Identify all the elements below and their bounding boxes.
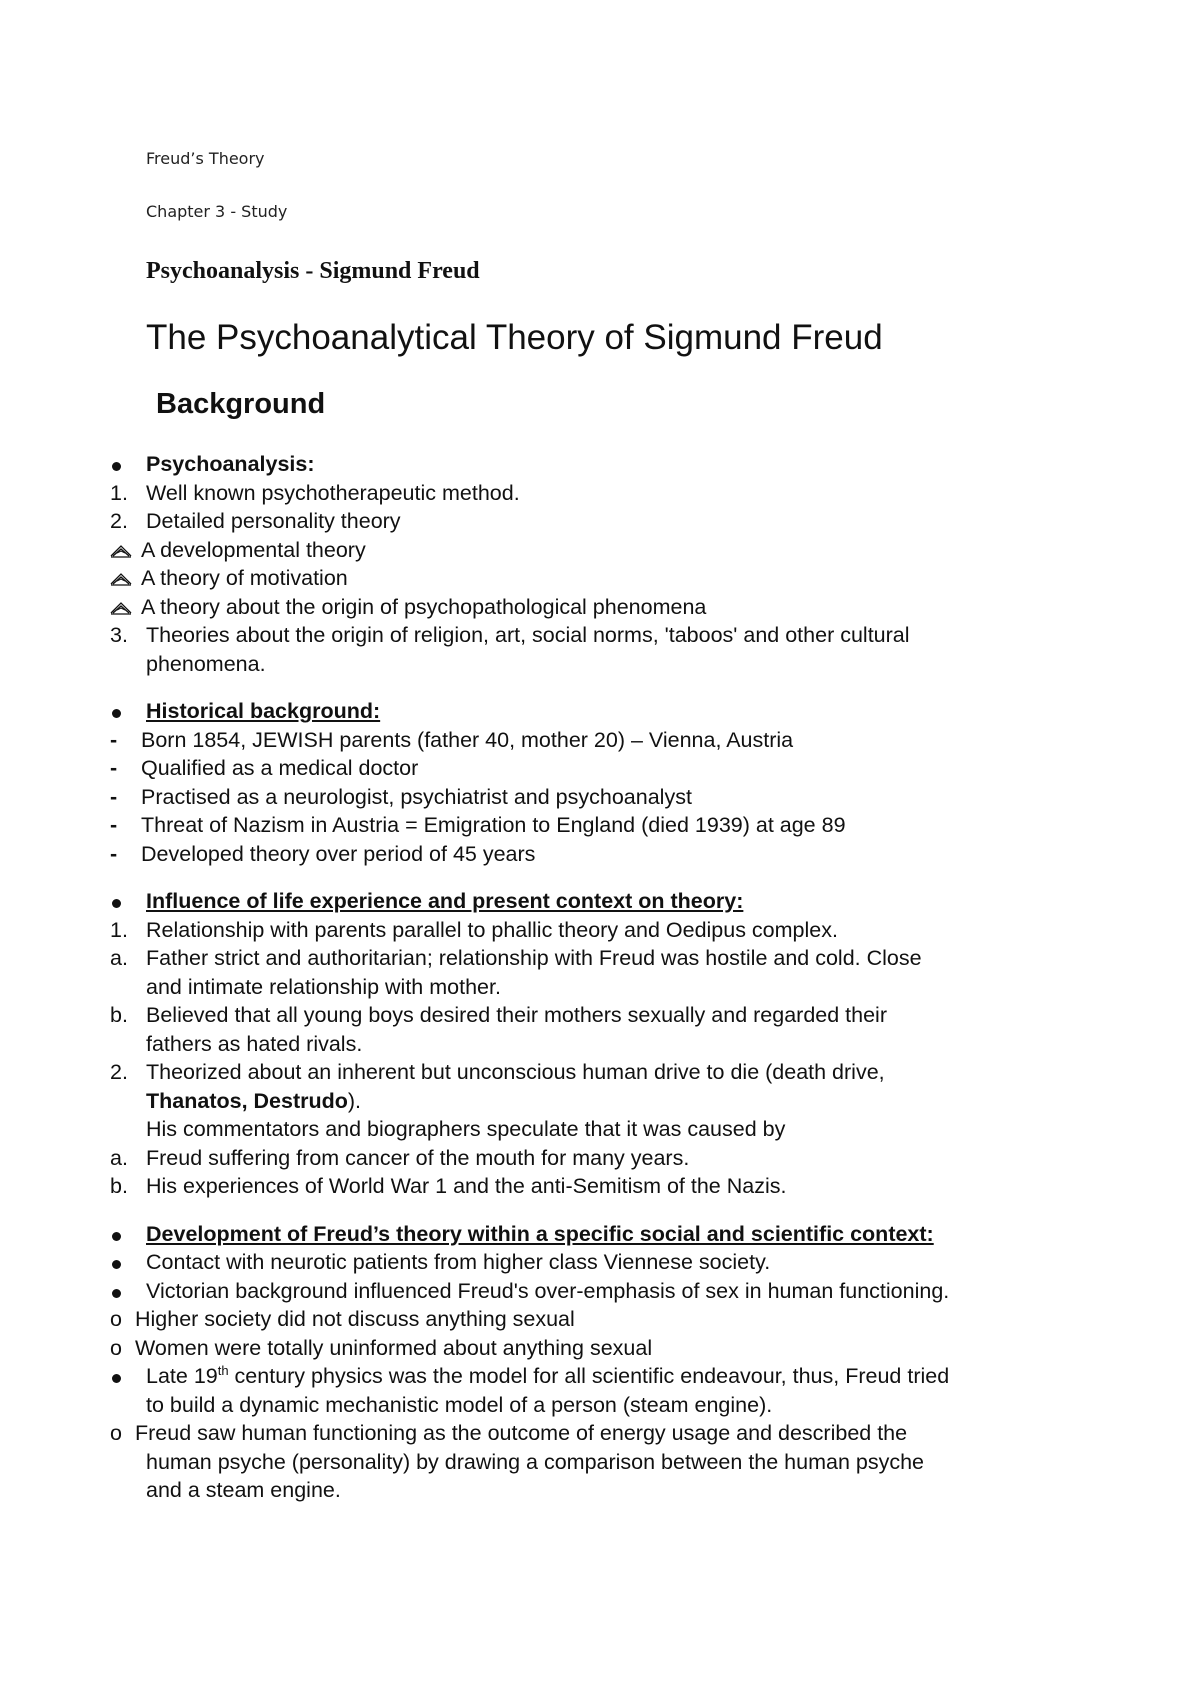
page-title: The Psychoanalytical Theory of Sigmund Freud [146,318,883,357]
book-icon [110,600,132,616]
circle-marker: o [110,1421,122,1445]
bullet-marker [110,1248,121,1277]
dash-marker: - [110,841,118,866]
serif-heading: Psychoanalysis - Sigmund Freud [146,258,480,284]
letter-marker: b. [110,1174,128,1198]
list-item-continuation [0,650,1200,679]
list-item [0,536,1200,565]
bullet-marker [110,1277,121,1306]
letter-marker: a. [110,1145,128,1170]
list-item [0,1305,1200,1334]
influence-heading: Influence of life experience and present context on theory: [146,889,744,913]
list-item-text: and a steam engine. [146,1478,341,1502]
list-item-text: His commentators and biographers speculate that it was caused by [146,1117,786,1141]
number-marker: 2. [110,509,128,533]
doc-header-title: Freud’s Theory [146,149,265,168]
list-item [0,811,1200,840]
number-marker: 3. [110,623,128,647]
list-item-text: Threat of Nazism in Austria = Emigration to England (died 1939) at age 89 [141,813,846,837]
list-item-continuation [0,1391,1200,1420]
list-item-text: Freud suffering from cancer of the mouth for many years. [146,1145,690,1170]
list-item-text: A developmental theory [141,537,366,562]
list-item [0,697,1200,726]
list-item-text: A theory of motivation [141,566,348,590]
list-item-text: Born 1854, JEWISH parents (father 40, mother 20) – Vienna, Austria [141,727,794,752]
number-marker: 1. [110,480,128,505]
historical-heading: Historical background: [146,699,381,723]
list-item-text-end: ). [347,1088,362,1113]
list-item [0,564,1200,593]
section-heading: Background [156,388,326,420]
list-item-text: phenomena. [146,651,266,676]
list-item-text: Theories about the origin of religion, art, social norms, 'taboos' and other cultural [146,623,910,647]
list-item-continuation [0,1087,1200,1116]
bullet-marker [110,1220,121,1249]
list-item-text: Victorian background influenced Freud's over-emphasis of sex in human functioning. [146,1278,950,1303]
list-item-text: Higher society did not discuss anything sexual [135,1307,575,1331]
list-item-continuation [0,973,1200,1002]
bullet-marker [110,450,121,479]
dash-marker: - [110,727,118,752]
superscript: th [217,1362,229,1378]
list-item-continuation [0,1476,1200,1505]
list-item-text: Contact with neurotic patients from higher class Viennese society. [146,1250,771,1274]
letter-marker: a. [110,946,128,970]
bullet-marker [110,697,121,726]
list-item-text: Qualified as a medical doctor [141,756,419,780]
list-item [0,887,1200,916]
list-item-text: His experiences of World War 1 and the anti-Semitism of the Nazis. [146,1174,787,1198]
bold-term: Thanatos, Destrudo [146,1088,348,1113]
list-item [0,1277,1200,1306]
list-item-text: human psyche (personality) by drawing a comparison between the human psyche [146,1449,925,1474]
list-item-text: Well known psychotherapeutic method. [146,480,520,505]
list-item-text: Practised as a neurologist, psychiatrist and psychoanalyst [141,784,692,809]
list-item [0,1058,1200,1087]
list-item-text: Father strict and authoritarian; relationship with Freud was hostile and cold. Close [146,946,922,970]
list-item [0,507,1200,536]
list-item-text: Believed that all young boys desired their mothers sexually and regarded their [146,1003,887,1027]
list-item [0,840,1200,869]
list-item [0,783,1200,812]
doc-header-chapter: Chapter 3 - Study [146,202,288,221]
number-marker: 2. [110,1060,128,1084]
list-item [0,1220,1200,1249]
list-item [0,1419,1200,1448]
list-item-text: Theorized about an inherent but unconscious human drive to die (death drive, [146,1060,885,1084]
list-item-continuation [0,1030,1200,1059]
list-item-text: and intimate relationship with mother. [146,974,501,999]
list-item-text: Developed theory over period of 45 years [141,841,536,866]
bullet-marker [110,887,121,916]
list-item [0,450,1200,479]
list-item-text: Freud saw human functioning as the outcome of energy usage and described the [135,1421,908,1445]
book-icon [110,543,132,559]
list-item-text-rest: century physics was the model for all scientific endeavour, thus, Freud tried [228,1364,950,1388]
circle-marker: o [110,1335,122,1360]
list-item [0,754,1200,783]
list-item-text: Detailed personality theory [146,509,401,533]
list-item [0,1144,1200,1173]
list-item-text: A theory about the origin of psychopathological phenomena [141,594,707,619]
list-item [0,944,1200,973]
list-item [0,1334,1200,1363]
list-item-text [146,1362,949,1391]
list-item [0,916,1200,945]
list-item [0,1172,1200,1201]
list-item-text-start: Late 19 [146,1364,218,1388]
book-icon [110,571,132,587]
list-item [0,621,1200,650]
list-item-text: Women were totally uninformed about anything sexual [135,1335,653,1360]
dash-marker: - [110,813,118,837]
list-item-text: to build a dynamic mechanistic model of a person (steam engine). [146,1392,773,1417]
list-item [0,1362,1200,1391]
psychoanalysis-heading: Psychoanalysis: [146,452,315,476]
list-item [0,1248,1200,1277]
list-item-text: fathers as hated rivals. [146,1031,363,1056]
list-item-text [146,1087,361,1116]
dash-marker: - [110,784,118,809]
number-marker: 1. [110,917,128,942]
circle-marker: o [110,1307,122,1331]
document-body [0,450,1200,1505]
list-item [0,479,1200,508]
list-item [0,726,1200,755]
bullet-marker [110,1362,121,1391]
list-item-continuation [0,1115,1200,1144]
list-item [0,593,1200,622]
list-item-continuation [0,1448,1200,1477]
letter-marker: b. [110,1003,128,1027]
list-item [0,1001,1200,1030]
dash-marker: - [110,756,118,780]
development-heading: Development of Freud’s theory within a specific social and scientific context: [146,1221,934,1246]
list-item-text: Relationship with parents parallel to phallic theory and Oedipus complex. [146,917,838,942]
